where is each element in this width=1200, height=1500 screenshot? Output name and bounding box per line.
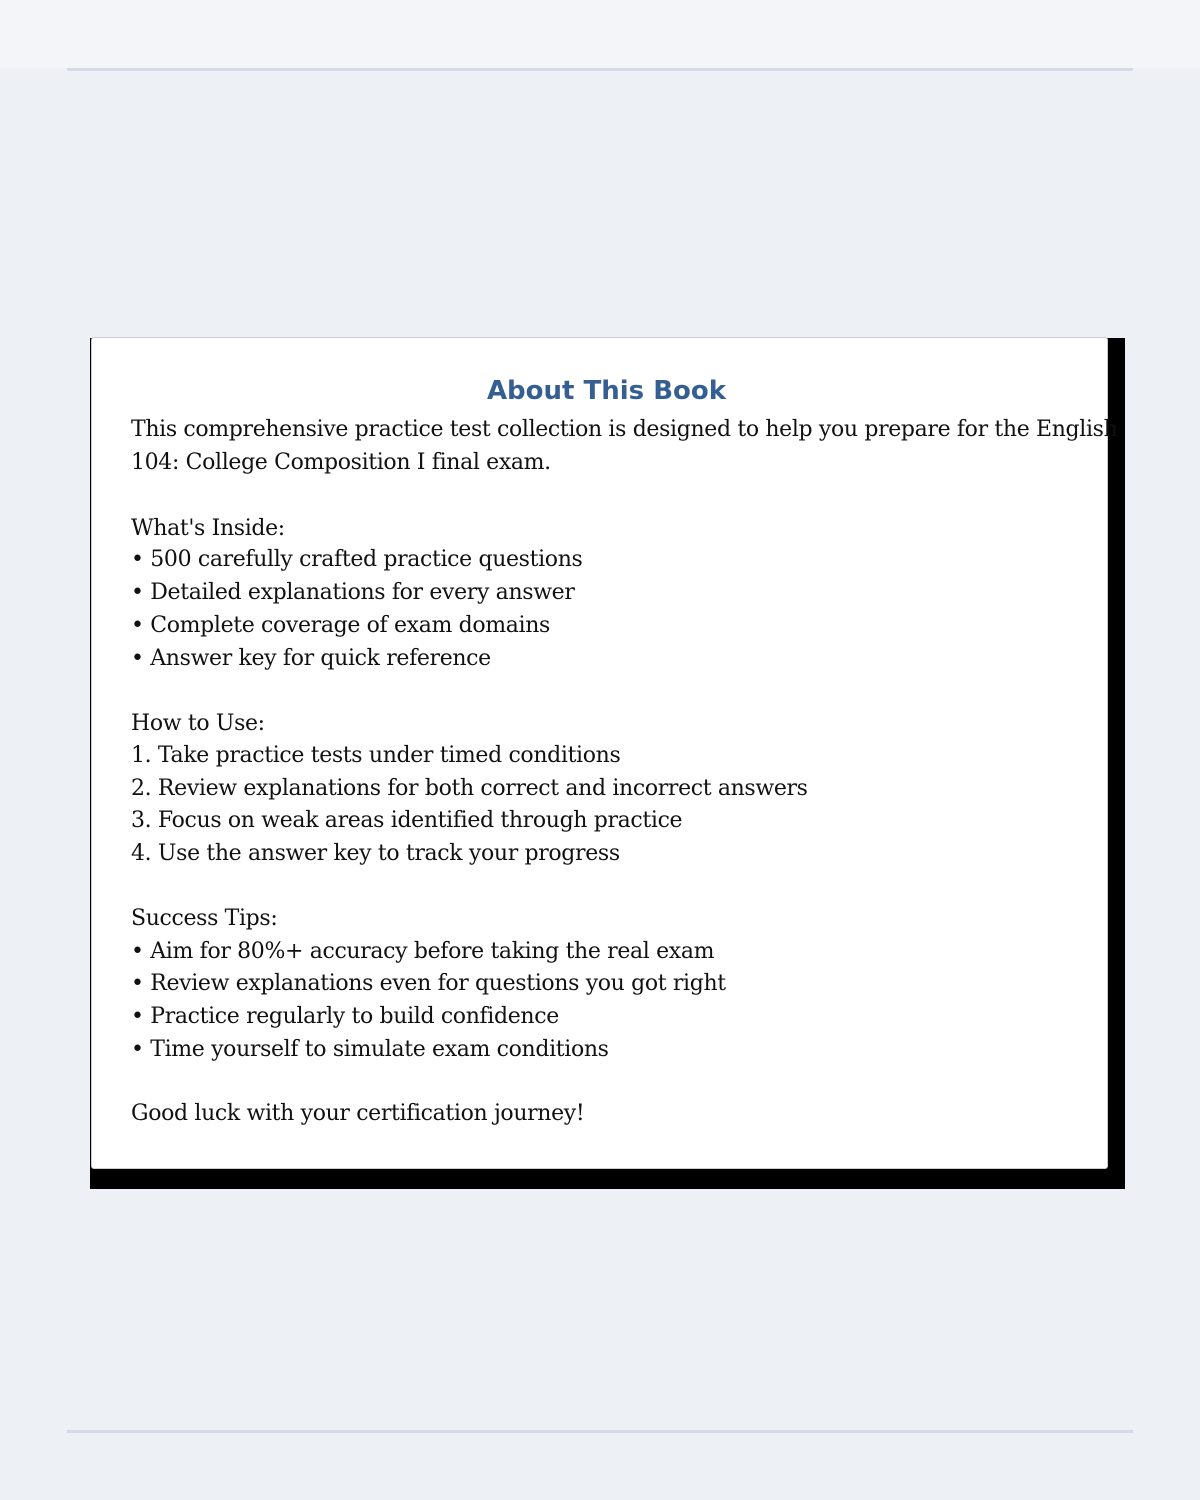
success-tips-heading: Success Tips: — [131, 906, 278, 931]
top-divider — [67, 68, 1133, 71]
intro-line-1: This comprehensive practice test collection is designed to help you prepare for the English — [131, 417, 1118, 442]
whats-inside-item: • Answer key for quick reference — [131, 646, 491, 671]
viewer-top-band — [0, 0, 1200, 68]
success-tip-item: • Aim for 80%+ accuracy before taking the real exam — [131, 939, 715, 964]
how-to-use-step: 2. Review explanations for both correct and incorrect answers — [131, 776, 808, 801]
page-title: About This Book — [486, 376, 727, 406]
intro-line-2: 104: College Composition I final exam. — [131, 450, 551, 475]
how-to-use-step: 3. Focus on weak areas identified through practice — [131, 808, 683, 833]
bottom-divider — [67, 1430, 1133, 1433]
whats-inside-item: • 500 carefully crafted practice questions — [131, 547, 583, 572]
how-to-use-step: 1. Take practice tests under timed conditions — [131, 743, 621, 768]
how-to-use-step: 4. Use the answer key to track your progress — [131, 841, 620, 866]
success-tip-item: • Time yourself to simulate exam conditions — [131, 1037, 609, 1062]
whats-inside-heading: What's Inside: — [131, 516, 285, 541]
success-tip-item: • Review explanations even for questions you got right — [131, 971, 726, 996]
closing-line: Good luck with your certification journey! — [131, 1101, 585, 1126]
how-to-use-heading: How to Use: — [131, 711, 265, 736]
whats-inside-item: • Detailed explanations for every answer — [131, 580, 575, 605]
whats-inside-item: • Complete coverage of exam domains — [131, 613, 550, 638]
success-tip-item: • Practice regularly to build confidence — [131, 1004, 559, 1029]
